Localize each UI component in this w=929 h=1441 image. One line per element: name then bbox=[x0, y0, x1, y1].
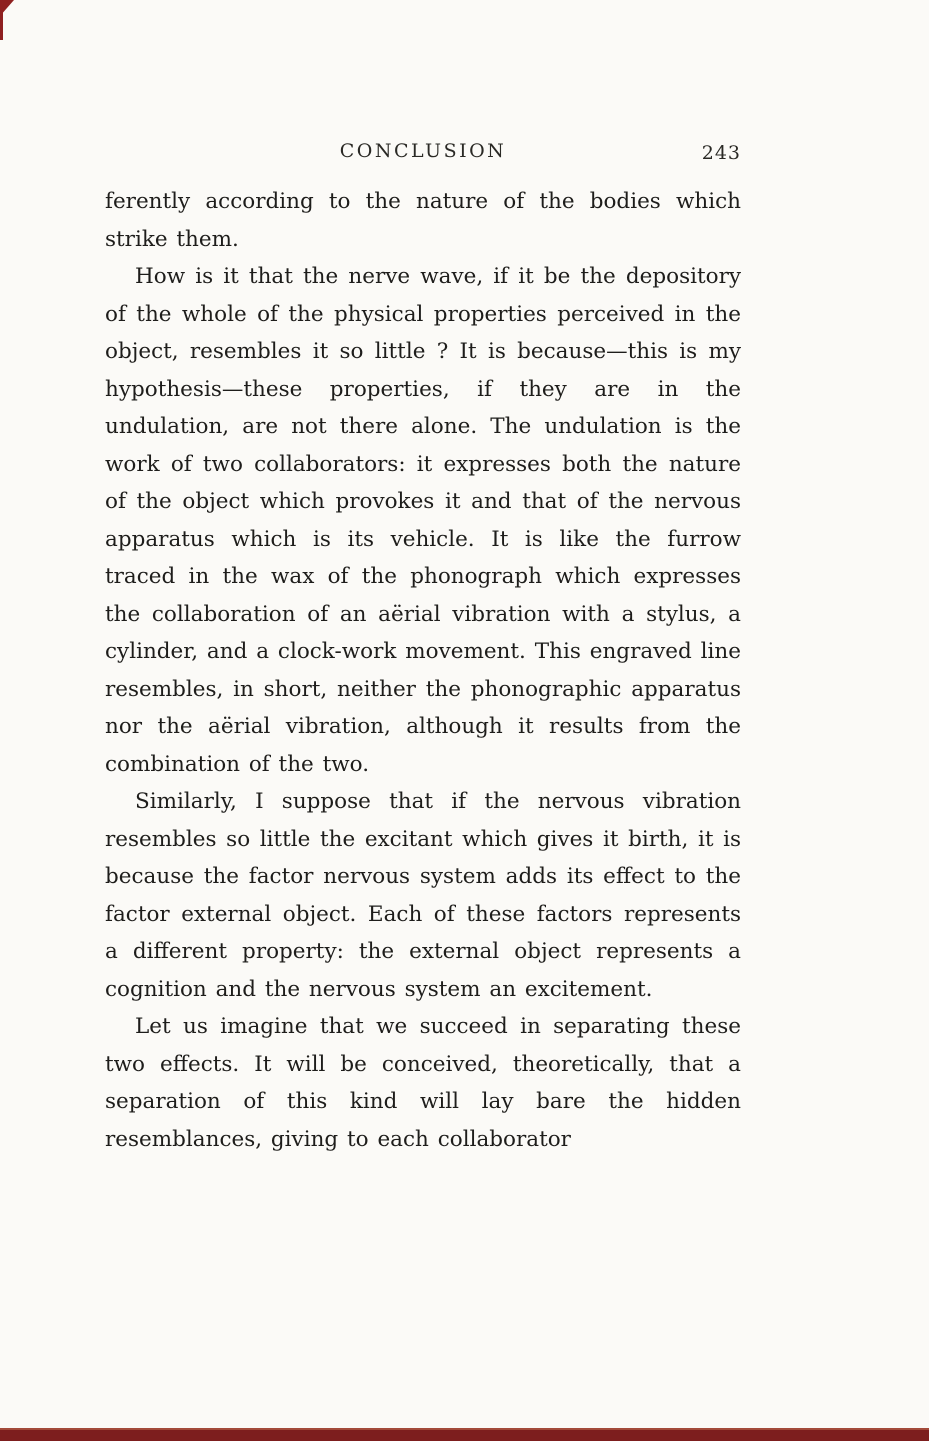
paragraph: How is it that the nerve wave, if it be the depository of the whole of the physical properties perceived in the object, resembles it so little ? It is because—this is my hypothesis—these properties, if they are in the undulation, are not there alone. The undulation is the work of two collaborators: it expresses both the nature of the object which provokes it and that of the nervous apparatus which is its vehicle. It is like the furrow traced in the wax of the phonograph which expresses the collaboration of an aërial vibration with a stylus, a cylinder, and a clock-work movement. This engraved line resembles, in short, neither the phonographic apparatus nor the aërial vibration, although it results from the combination of the two. bbox=[105, 264, 741, 777]
paragraph: Let us imagine that we succeed in separating these two effects. It will be conceived, theoretically, that a separation of this kind will lay bare the hidden resemblances, giving to each collaborator bbox=[105, 1014, 741, 1152]
page-number: 243 bbox=[701, 142, 741, 164]
page-body bbox=[105, 183, 741, 1158]
paragraph: Similarly, I suppose that if the nervous vibration resembles so little the excitant which gives it birth, it is because the factor nervous system adds its effect to the factor external object. Each of these factors represents a different property: the external object represents a cognition and the nervous system an excitement. bbox=[105, 789, 741, 1002]
scan-artifact-bottom bbox=[0, 1430, 929, 1441]
page-header bbox=[105, 140, 741, 170]
running-title: CONCLUSION bbox=[339, 140, 507, 162]
paragraph-continuation: ferently according to the nature of the bodies which strike them. bbox=[105, 189, 741, 252]
scan-artifact-left-edge bbox=[0, 0, 3, 40]
